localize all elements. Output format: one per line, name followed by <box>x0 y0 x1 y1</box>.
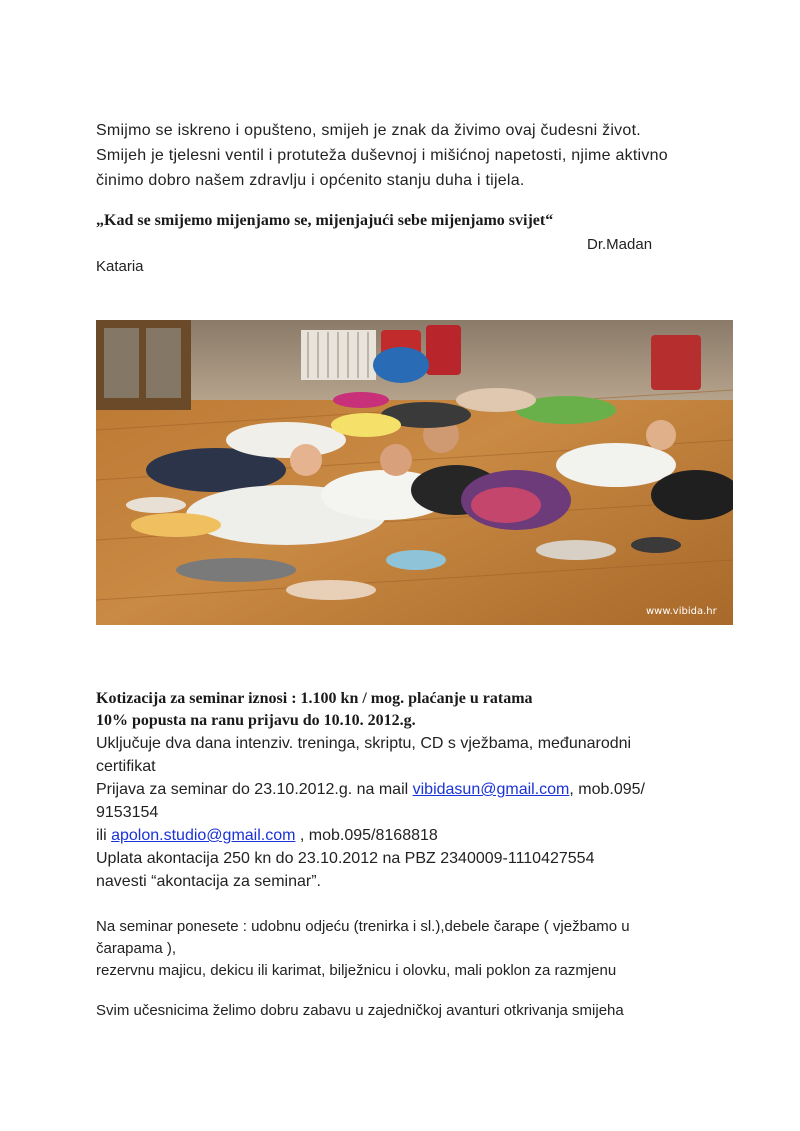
alt-contact-line <box>96 824 716 847</box>
apply-suffix: , mob.095/ <box>569 781 645 798</box>
info-block <box>96 732 716 893</box>
phone-2: , mob.095/8168818 <box>295 827 438 844</box>
email-link-apolon[interactable]: apolon.studio@gmail.com <box>111 827 296 844</box>
quote-author-last: Kataria <box>96 258 144 275</box>
bring-block <box>96 916 716 982</box>
apply-prefix: Prijava za seminar do 23.10.2012.g. na mail <box>96 781 413 798</box>
discount-line: 10% popusta na ranu prijavu do 10.10. 2012.g. <box>96 712 416 729</box>
email-link-vibidasun[interactable]: vibidasun@gmail.com <box>412 781 570 798</box>
intro-line: Smijeh je tjelesni ventil i protuteža duševnoj i mišićnoj napetosti, njime aktivno <box>96 147 668 164</box>
phone-line: 9153154 <box>96 804 159 821</box>
intro-line: Smijmo se iskreno i opušteno, smijeh je znak da živimo ovaj čudesni život. <box>96 122 641 139</box>
includes-line-cont: certifikat <box>96 758 156 775</box>
apply-line <box>96 778 716 801</box>
payment-note: navesti “akontacija za seminar”. <box>96 873 321 890</box>
bring-line: rezervnu majicu, dekicu ili karimat, bilježnicu i olovku, mali poklon za razmjenu <box>96 962 617 979</box>
payment-line: Uplata akontacija 250 kn do 23.10.2012 na PBZ 2340009-1110427554 <box>96 850 595 867</box>
intro-line: činimo dobro našem zdravlju i općenito stanju duha i tijela. <box>96 172 525 189</box>
fee-block <box>96 688 533 732</box>
bring-line: čarapama ), <box>96 940 177 957</box>
intro-paragraph <box>96 118 706 193</box>
closing-text: Svim učesnicima želimo dobru zabavu u zajedničkoj avanturi otkrivanja smijeha <box>96 1002 624 1019</box>
or-prefix: ili <box>96 827 112 844</box>
fee-line: Kotizacija za seminar iznosi : 1.100 kn / mog. plaćanje u ratama <box>96 690 533 707</box>
group-photo <box>96 320 733 625</box>
photo-watermark: www.vibida.hr <box>646 606 717 617</box>
bring-line: Na seminar ponesete : udobnu odjeću (trenirka i sl.),debele čarape ( vježbamo u <box>96 918 630 935</box>
quote-text: „Kad se smijemo mijenjamo se, mijenjajući sebe mijenjamo svijet“ <box>96 212 554 229</box>
quote-author-first: Dr.Madan <box>587 236 653 253</box>
includes-line: Uključuje dva dana intenziv. treninga, skriptu, CD s vježbama, međunarodni <box>96 735 632 752</box>
